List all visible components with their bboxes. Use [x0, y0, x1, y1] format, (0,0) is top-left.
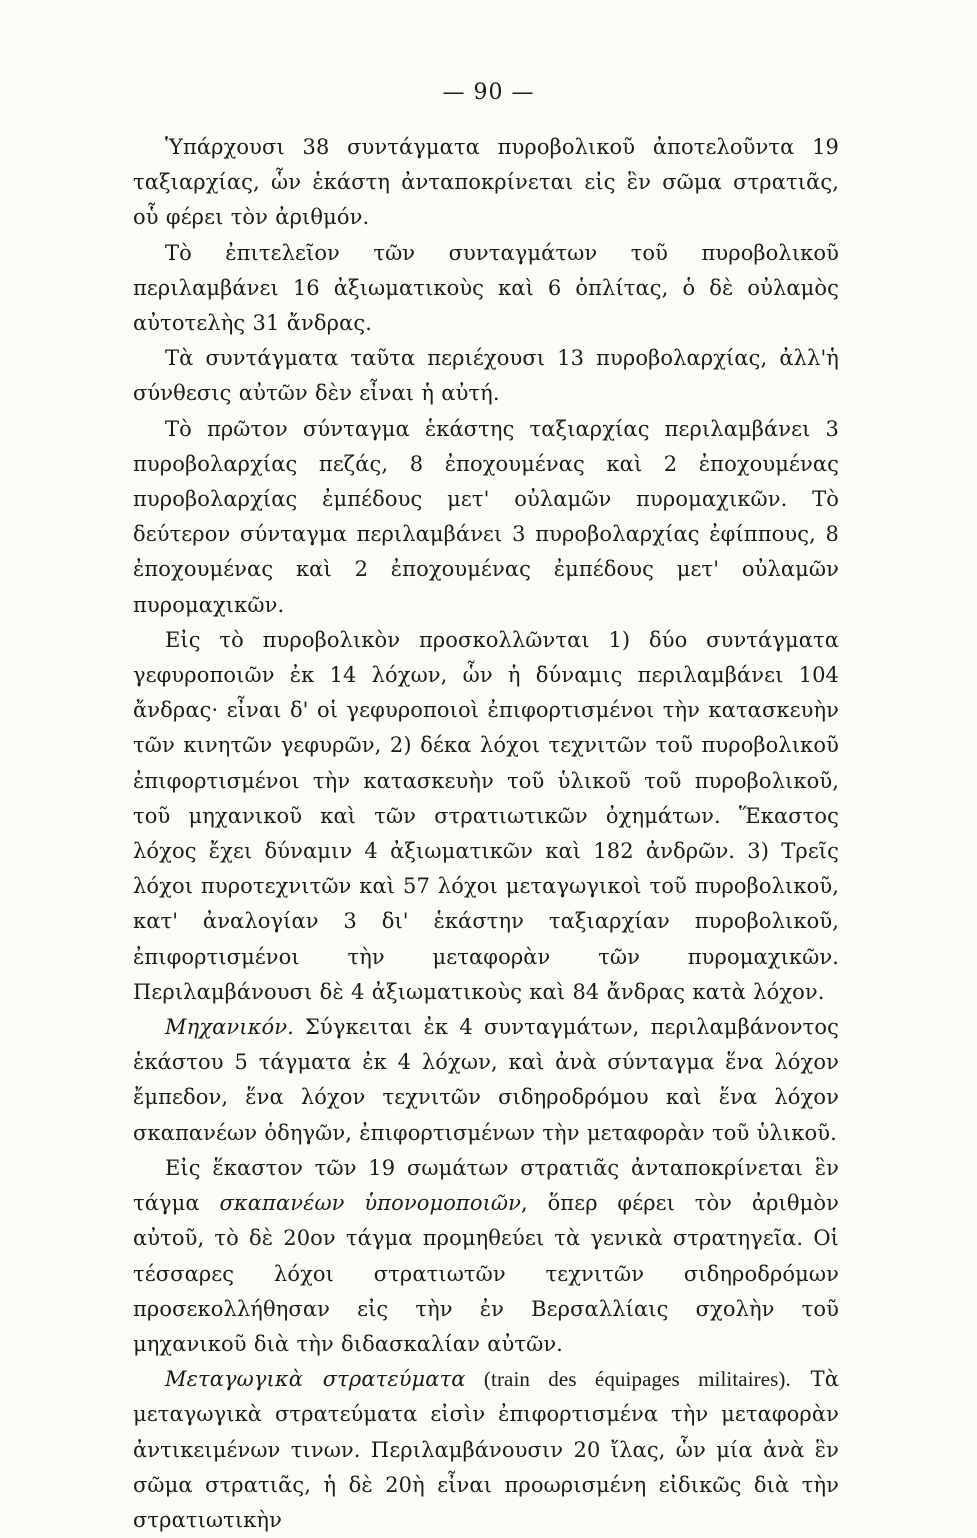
paragraph-sapper-battalions: [133, 1151, 839, 1362]
paragraph-attached-units: [133, 623, 839, 1010]
french-gloss: (train des équipages militaires).: [465, 1367, 791, 1392]
section-heading-engineers: Μηχανικόν.: [165, 1015, 294, 1040]
body-text: [133, 130, 839, 1538]
paragraph-regiment-staff: [133, 236, 839, 342]
paragraph-text: Τὰ συντάγματα ταῦτα περιέχουσι 13 πυροβολαρχίας, ἀλλ'ἡ σύνθεσις αὐτῶν δὲν εἶναι ἡ αὐτή.: [133, 346, 839, 406]
paragraph-artillery-regiments: [133, 130, 839, 236]
paragraph-engineers: [133, 1010, 839, 1151]
paragraph-transport-troops: [133, 1362, 839, 1538]
paragraph-text: Εἰς τὸ πυροβολικὸν προσκολλῶνται 1) δύο συντάγματα γεφυροποιῶν ἐκ 14 λόχων, ὧν ἡ δύναμις περιλαμβάνει 104 ἄνδρας· εἶναι δ' οἱ γεφυροποιοὶ ἐπιφορτισμένοι τὴν κατασκευὴν τῶν κινητῶν γεφυρῶν, 2) δέκα λόχοι τεχνιτῶν τοῦ πυροβολικοῦ ἐπιφορτισμένοι τὴν κατασκευὴν τοῦ ὑλικοῦ τοῦ πυροβολικοῦ, τοῦ μηχανικοῦ καὶ τῶν στρατιωτικῶν ὀχημάτων. Ἕκαστος λόχος ἔχει δύναμιν 4 ἀξιωματικῶν καὶ 182 ἀνδρῶν. 3) Τρεῖς λόχοι πυροτεχνιτῶν καὶ 57 λόχοι μεταγωγικοὶ τοῦ πυροβολικοῦ, κατ' ἀναλογίαν 3 δι' ἑκάστην ταξιαρχίαν πυροβολικοῦ, ἐπιφορτισμένοι τὴν μεταφορὰν τῶν πυρομαχικῶν. Περιλαμβάνουσι δὲ 4 ἀξιωματικοὺς καὶ 84 ἄνδρας κατὰ λόχον.: [133, 627, 839, 1004]
paragraph-text: Εἰς ἕκαστον τῶν 19 σωμάτων στρατιᾶς ἀνταποκρίνεται ἓν τάγμα: [133, 1155, 839, 1216]
paragraph-text: Τὸ ἐπιτελεῖον τῶν συνταγμάτων τοῦ πυροβολικοῦ περιλαμβάνει 16 ἀξιωματικοὺς καὶ 6 ὁπλίτας, ὁ δὲ οὐλαμὸς αὐτοτελὴς 31 ἄνδρας.: [133, 240, 839, 336]
section-heading-transport: Μεταγωγικὰ στρατεύματα: [165, 1367, 466, 1392]
paragraph-text: , ὅπερ φέρει τὸν ἀριθμὸν αὐτοῦ, τὸ δὲ 20ον τάγμα προμηθεύει τὰ γενικὰ στρατηγεῖα. Οἱ τέσσαρες λόχοι στρατιωτῶν τεχνιτῶν σιδηροδρόμων προσεκολλήθησαν εἰς τὴν ἐν Βερσαλλίαις σχολὴν τοῦ μηχανικοῦ διὰ τὴν διδασκαλίαν αὐτῶν.: [133, 1191, 839, 1356]
paragraph-batteries: [133, 341, 839, 411]
paragraph-text: Σύγκειται ἐκ 4 συνταγμάτων, περιλαμβάνοντος ἑκάστου 5 τάγματα ἐκ 4 λόχων, καὶ ἀνὰ σύνταγμα ἕνα λόχον ἔμπεδον, ἕνα λόχον τεχνιτῶν σιδηροδρόμου καὶ ἕνα λόχον σκαπανέων ὁδηγῶν, ἐπιφορτισμένων τὴν μεταφορὰν τοῦ ὑλικοῦ.: [133, 1015, 839, 1145]
paragraph-text: Ὑπάρχουσι 38 συντάγματα πυροβολικοῦ ἀποτελοῦντα 19 ταξιαρχίας, ὧν ἑκάστη ἀνταποκρίνεται εἰς ἓν σῶμα στρατιᾶς, οὗ φέρει τὸν ἀριθμόν.: [133, 135, 839, 230]
paragraph-first-regiment: [133, 412, 839, 623]
paragraph-text: Τὰ μεταγωγικὰ στρατεύματα εἰσὶν ἐπιφορτισμένα τὴν μεταφορὰν ἀντικειμένων τινων. Περιλαμβάνουσιν 20 ἴλας, ὧν μία ἀνὰ ἓν σῶμα στρατιᾶς, ἡ δὲ 20ὴ εἶναι προωρισμένη εἰδικῶς διὰ τὴν στρατιωτικὴν: [133, 1367, 839, 1532]
italic-phrase-sappers: σκαπανέων ὑπονομοποιῶν: [219, 1191, 522, 1216]
paragraph-text: Τὸ πρῶτον σύνταγμα ἑκάστης ταξιαρχίας περιλαμβάνει 3 πυροβολαρχίας πεζάς, 8 ἐποχουμένας καὶ 2 ἐποχουμένας πυροβολαρχίας ἐμπέδους μετ' οὐλαμῶν πυρομαχικῶν. Τὸ δεύτερον σύνταγμα περιλαμβάνει 3 πυροβολαρχίας ἐφίππους, 8 ἐποχουμένας καὶ 2 ἐποχουμένας ἐμπέδους μετ' οὐλαμῶν πυρομαχικῶν.: [133, 416, 839, 617]
page-number: — 90 —: [442, 80, 535, 105]
